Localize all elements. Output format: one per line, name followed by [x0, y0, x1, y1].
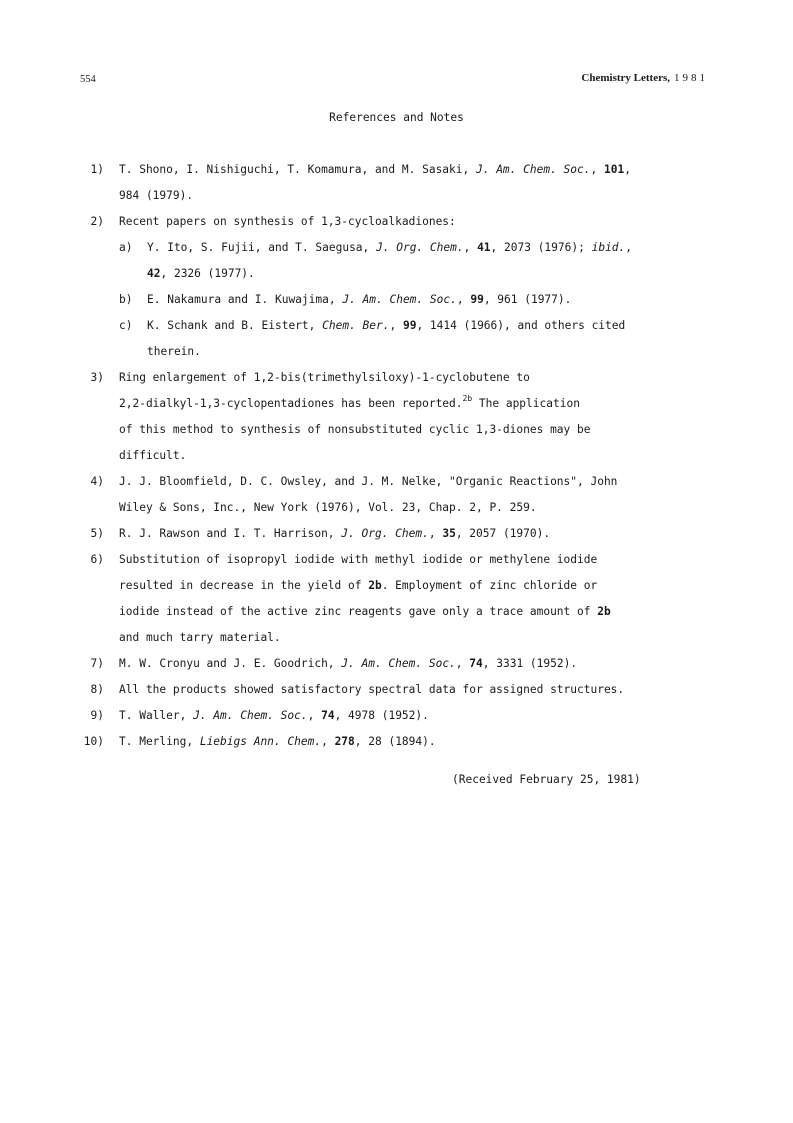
text-segment: T. Waller,	[119, 709, 194, 722]
text-segment: , 28 (1894).	[354, 735, 436, 748]
reference-number: 6)	[90, 553, 104, 566]
text-segment: E. Nakamura and I. Kuwajima,	[147, 293, 343, 306]
text-segment: Y. Ito, S. Fujii, and T. Saegusa,	[147, 241, 377, 254]
bold-text: 99	[470, 293, 484, 306]
journal-abbrev: J. Am. Chem. Soc.	[475, 163, 591, 176]
bold-text: 2b	[368, 579, 382, 592]
journal-abbrev: J. Am. Chem. Soc.	[193, 709, 308, 722]
reference-line	[119, 423, 590, 437]
superscript-ref: 2b	[462, 394, 473, 403]
text-segment: The application	[472, 397, 580, 410]
reference-line	[119, 657, 577, 671]
reference-number: 5)	[90, 527, 104, 540]
reference-line	[119, 735, 436, 749]
text-segment: , 2326 (1977).	[160, 267, 255, 280]
journal-title: Chemistry Letters,	[581, 72, 670, 84]
text-segment: , 1414 (1966), and others cited	[416, 319, 626, 332]
reference-number: 2)	[90, 215, 104, 228]
text-segment: ,	[307, 709, 322, 722]
text-segment: resulted in decrease in the yield of	[119, 579, 369, 592]
text-segment: T. Merling,	[119, 735, 200, 748]
bold-text: 41	[477, 241, 491, 254]
reference-number: 3)	[90, 371, 104, 384]
text-segment: , 2057 (1970).	[455, 527, 551, 540]
text-segment: ,	[389, 319, 403, 332]
reference-number: 8)	[90, 683, 104, 696]
text-segment: ,	[455, 657, 470, 670]
subitem-label: c)	[119, 319, 133, 332]
reference-line	[119, 371, 530, 385]
text-segment: ,	[624, 163, 631, 176]
received-date: (Received February 25, 1981)	[452, 773, 641, 786]
text-segment: ,	[625, 241, 633, 254]
text-segment: 984 (1979).	[119, 189, 194, 202]
text-segment: ,	[463, 241, 478, 254]
bold-text: 35	[442, 527, 456, 540]
reference-line	[119, 189, 193, 203]
reference-number: 7)	[90, 657, 104, 670]
text-segment: difficult.	[119, 449, 187, 462]
page-header	[80, 72, 708, 88]
text-segment: . Employment of zinc chloride or	[381, 579, 598, 592]
reference-line	[119, 527, 550, 541]
bold-text: 278	[334, 735, 355, 748]
text-segment: All the products showed satisfactory spectral data for assigned structures.	[119, 683, 625, 696]
reference-line	[119, 605, 611, 619]
journal-abbrev: J. Org. Chem.	[376, 241, 464, 254]
reference-line	[119, 709, 429, 723]
reference-line	[119, 579, 597, 593]
bold-text: 101	[603, 163, 625, 176]
bold-text: 74	[321, 709, 335, 722]
journal-abbrev: Chem. Ber.	[322, 319, 390, 332]
subitem-label: b)	[119, 293, 133, 306]
reference-number: 10)	[83, 735, 104, 748]
page-number: 554	[80, 74, 96, 85]
reference-line	[147, 345, 201, 359]
text-segment: therein.	[147, 345, 201, 358]
text-segment: and much tarry material.	[119, 631, 281, 644]
journal-year: 1981	[674, 72, 708, 84]
text-segment: Recent papers on synthesis of 1,3-cycloalkadiones:	[119, 215, 456, 228]
text-segment: Wiley & Sons, Inc., New York (1976), Vol. 23, Chap. 2, P. 259.	[119, 501, 537, 514]
text-segment: of this method to synthesis of nonsubstituted cyclic 1,3-diones may be	[119, 423, 591, 436]
reference-number: 1)	[90, 163, 104, 176]
text-segment: , 2073 (1976);	[490, 241, 592, 254]
text-segment: 2,2-dialkyl-1,3-cyclopentadiones has been reported.	[119, 397, 463, 410]
bold-text: 99	[402, 319, 417, 332]
text-segment: ,	[428, 527, 443, 540]
reference-line	[119, 631, 281, 645]
reference-line	[147, 267, 255, 281]
reference-line	[119, 394, 580, 411]
reference-line	[147, 293, 571, 307]
text-segment: M. W. Cronyu and J. E. Goodrich,	[119, 657, 342, 670]
text-segment: J. J. Bloomfield, D. C. Owsley, and J. M. Nelke, "Organic Reactions", John	[119, 475, 618, 488]
text-segment: , 4978 (1952).	[334, 709, 429, 722]
journal-abbrev: ibid.	[591, 241, 626, 254]
section-title: References and Notes	[329, 111, 464, 124]
journal-name	[581, 72, 708, 84]
reference-line	[119, 475, 617, 489]
bold-text: 2b	[597, 605, 611, 618]
reference-line	[119, 449, 186, 463]
text-segment: T. Shono, I. Nishiguchi, T. Komamura, and M. Sasaki,	[119, 163, 476, 176]
text-segment: K. Schank and B. Eistert,	[147, 319, 323, 332]
bold-text: 74	[469, 657, 483, 670]
text-segment: Ring enlargement of 1,2-bis(trimethylsiloxy)-1-cyclobutene to	[119, 371, 530, 384]
subitem-label: a)	[119, 241, 133, 254]
journal-abbrev: Liebigs Ann. Chem.	[199, 735, 322, 748]
reference-line	[147, 241, 632, 255]
journal-abbrev: J. Org. Chem.	[341, 527, 429, 540]
reference-line	[119, 215, 456, 229]
reference-line	[119, 683, 624, 697]
reference-line	[119, 553, 597, 567]
reference-line	[147, 319, 625, 333]
reference-number: 9)	[90, 709, 104, 722]
text-segment: , 961 (1977).	[483, 293, 572, 306]
text-segment: , 3331 (1952).	[482, 657, 578, 670]
text-segment: ,	[590, 163, 604, 176]
reference-line	[119, 501, 537, 515]
text-segment: Substitution of isopropyl iodide with methyl iodide or methylene iodide	[119, 553, 598, 566]
text-segment: ,	[456, 293, 471, 306]
journal-abbrev: J. Am. Chem. Soc.	[341, 657, 456, 670]
reference-number: 4)	[90, 475, 104, 488]
text-segment: R. J. Rawson and I. T. Harrison,	[119, 527, 342, 540]
text-segment: ,	[321, 735, 335, 748]
bold-text: 42	[147, 267, 161, 280]
reference-line	[119, 163, 631, 177]
journal-abbrev: J. Am. Chem. Soc.	[342, 293, 457, 306]
text-segment: iodide instead of the active zinc reagents gave only a trace amount of	[119, 605, 598, 618]
